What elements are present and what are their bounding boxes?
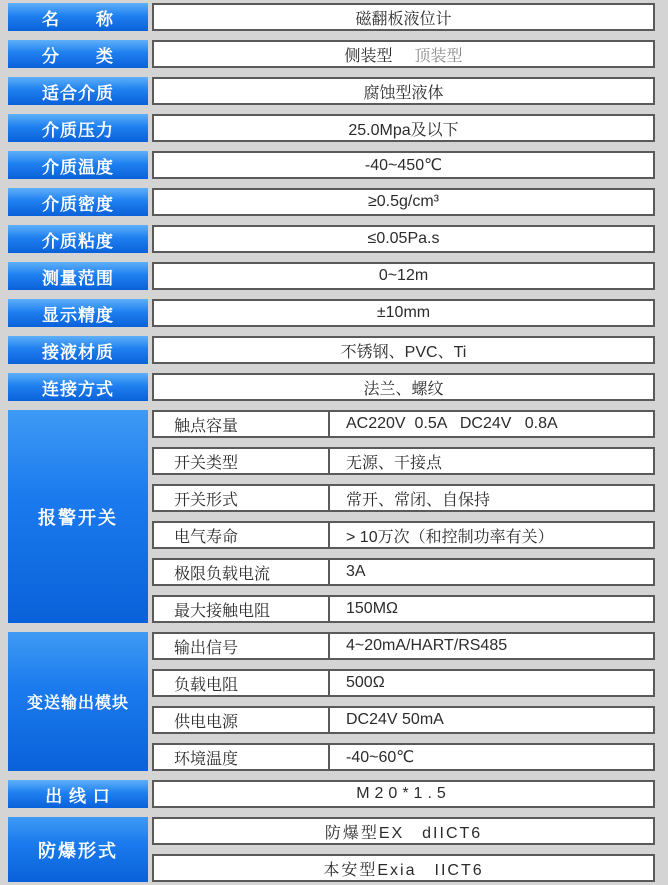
sub-value-limit-load-current: 3A [346,563,366,580]
spec-value-connection: 法兰、螺纹 [152,373,655,401]
explosion-proof-type-exia: 本安型Exia IICT6 [152,854,655,882]
spec-row-temperature [8,151,668,179]
sub-label-ambient-temperature: 环境温度 [154,745,330,769]
spec-row-name [8,3,668,31]
alarm-switch-rows [152,410,655,623]
transmitter-module-rows [152,632,655,771]
sub-row-max-contact-resistance [152,595,655,623]
sub-row-power-supply [152,706,655,734]
sub-label-limit-load-current: 极限负载电流 [154,560,330,584]
spec-value-pressure: 25.0Mpa及以下 [152,114,655,142]
spec-row-pressure [8,114,668,142]
spec-row-accuracy [8,299,668,327]
sub-value-contact-capacity: AC220V 0.5A DC24V 0.8A [346,415,558,432]
sub-label-output-signal: 输出信号 [154,634,330,658]
sub-row-ambient-temperature [152,743,655,771]
spec-row-connection [8,373,668,401]
sub-value-switch-form: 常开、常闭、自保持 [346,491,491,509]
sub-value-ambient-temperature: -40~60℃ [346,749,415,766]
spec-value-viscosity: ≤0.05Pa.s [152,225,655,253]
spec-value-accuracy: ±10mm [152,299,655,327]
spec-value-cable-outlet: M20*1.5 [152,780,655,808]
sub-label-max-contact-resistance: 最大接触电阻 [154,597,330,621]
spec-row-cable-outlet [8,780,668,808]
transmitter-module-section-label: 变送输出模块 [8,632,148,771]
sub-row-contact-capacity [152,410,655,438]
sub-label-power-supply: 供电电源 [154,708,330,732]
spec-value-wetted-material: 不锈钢、PVC、Ti [152,336,655,364]
sub-value-load-resistance: 500Ω [346,674,385,691]
spec-value-density: ≥0.5g/cm³ [152,188,655,216]
sub-label-electrical-life: 电气寿命 [154,523,330,547]
sub-value-power-supply: DC24V 50mA [346,711,444,728]
sub-value-switch-type: 无源、干接点 [346,454,443,472]
sub-value-max-contact-resistance: 150MΩ [346,600,398,617]
explosion-proof-section [8,817,668,882]
spec-row-wetted-material [8,336,668,364]
alarm-switch-section-label: 报警开关 [8,410,148,623]
category-top-mounted: 顶装型 [414,47,463,65]
sub-value-output-signal: 4~20mA/HART/RS485 [346,637,508,654]
transmitter-module-section [8,632,668,771]
sub-label-switch-form: 开关形式 [154,486,330,510]
spec-label-medium: 适合介质 [8,77,148,105]
spec-value-name: 磁翻板液位计 [152,3,655,31]
spec-value-temperature: -40~450℃ [152,151,655,179]
sub-row-output-signal [152,632,655,660]
spec-label-pressure: 介质压力 [8,114,148,142]
alarm-switch-section [8,410,668,623]
explosion-proof-section-label: 防爆形式 [8,817,148,882]
spec-label-temperature: 介质温度 [8,151,148,179]
spec-label-connection: 连接方式 [8,373,148,401]
spec-row-range [8,262,668,290]
spec-row-viscosity [8,225,668,253]
spec-label-density: 介质密度 [8,188,148,216]
sub-row-switch-type [152,447,655,475]
sub-label-load-resistance: 负载电阻 [154,671,330,695]
spec-value-range: 0~12m [152,262,655,290]
spec-label-viscosity: 介质粘度 [8,225,148,253]
sub-label-contact-capacity: 触点容量 [154,412,330,436]
explosion-proof-type-ex: 防爆型EX dIICT6 [152,817,655,845]
spec-label-name: 名 称 [8,3,148,31]
sub-label-switch-type: 开关类型 [154,449,330,473]
spec-row-medium [8,77,668,105]
spec-label-category: 分 类 [8,40,148,68]
spec-row-category [8,40,668,68]
spec-label-accuracy: 显示精度 [8,299,148,327]
sub-row-switch-form [152,484,655,512]
sub-value-electrical-life: > 10万次（和控制功率有关） [346,528,554,546]
spec-label-cable-outlet: 出 线 口 [8,780,148,808]
spec-label-wetted-material: 接液材质 [8,336,148,364]
category-side-mounted: 侧装型 [344,47,393,65]
sub-row-load-resistance [152,669,655,697]
spec-value-medium: 腐蚀型液体 [152,77,655,105]
spec-value-category [152,40,655,68]
spec-label-range: 测量范围 [8,262,148,290]
sub-row-electrical-life [152,521,655,549]
sub-row-limit-load-current [152,558,655,586]
spec-row-density [8,188,668,216]
explosion-proof-rows [152,817,655,882]
